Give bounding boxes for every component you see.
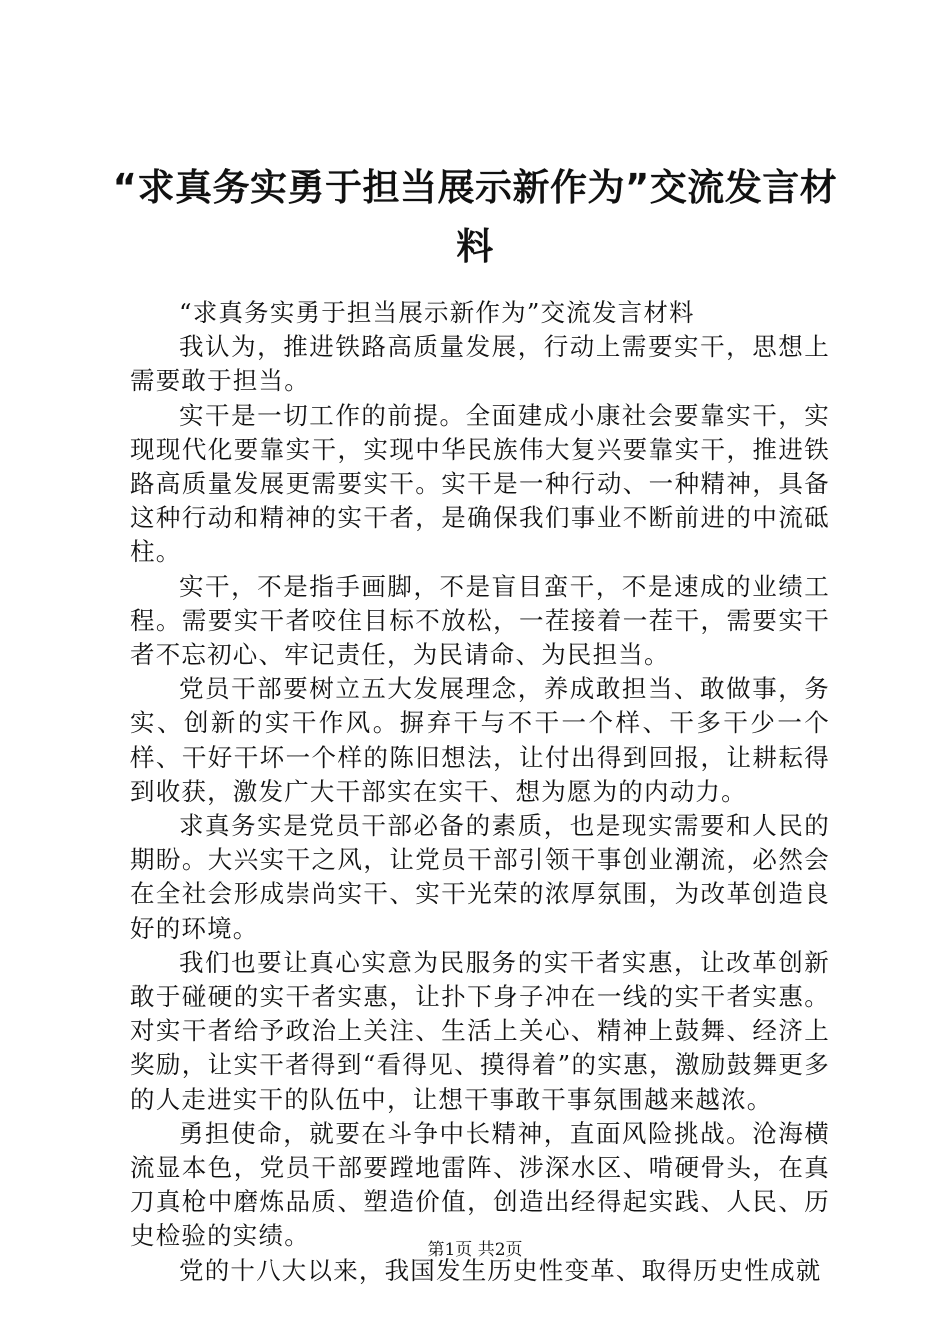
paragraph-heading-repeat: “求真务实勇于担当展示新作为”交流发言材料	[179, 298, 695, 327]
paragraph: 求真务实是党员干部必备的素质，也是现实需要和人民的期盼。大兴实干之风，让党员干部引领干事创业潮流，必然会在全社会形成崇尚实干、实干光荣的浓厚氛围，为改革创造良好的环境。	[130, 811, 830, 943]
paragraph: 实干，不是指手画脚，不是盲目蛮干，不是速成的业绩工程。需要实干者咬住目标不放松，一茬接着一茬干，需要实干者不忘初心、牢记责任，为民请命、为民担当。	[130, 571, 830, 670]
paragraph: 我们也要让真心实意为民服务的实干者实惠，让改革创新敢于碰硬的实干者实惠，让扑下身子冲在一线的实干者实惠。对实干者给予政治上关注、生活上关心、精神上鼓舞、经济上奖励，让实干者得到“看得见、摸得着”的实惠，激励鼓舞更多的人走进实干的队伍中，让想干事敢干事氛围越来越浓。	[130, 947, 830, 1114]
page-number-footer: 第1页 共2页	[427, 1240, 523, 1260]
paragraph: 勇担使命，就要在斗争中长精神，直面风险挑战。沧海横流显本色，党员干部要蹚地雷阵、涉深水区、啃硬骨头，在真刀真枪中磨炼品质、塑造价值，创造出经得起实践、人民、历史检验的实绩。	[130, 1118, 830, 1251]
paragraph: 我认为，推进铁路高质量发展，行动上需要实干，思想上需要敢于担当。	[130, 332, 830, 396]
paragraph: 实干是一切工作的前提。全面建成小康社会要靠实干，实现现代化要靠实干，实现中华民族伟大复兴要靠实干，推进铁路高质量发展更需要实干。实干是一种行动、一种精神，具备这种行动和精神的实干者，是确保我们事业不断前进的中流砥柱。	[130, 400, 830, 567]
paragraph: 党的十八大以来，我国发生历史性变革、取得历史性成就	[179, 1255, 822, 1285]
document-body	[130, 296, 830, 1288]
paragraph: 党员干部要树立五大发展理念，养成敢担当、敢做事，务实、创新的实干作风。摒弃干与不干一个样、干多干少一个样、干好干坏一个样的陈旧想法，让付出得到回报，让耕耘得到收获，激发广大干部实在实干、想为愿为的内动力。	[130, 674, 830, 806]
document-title: “求真务实勇于担当展示新作为”交流发言材料	[112, 166, 838, 268]
